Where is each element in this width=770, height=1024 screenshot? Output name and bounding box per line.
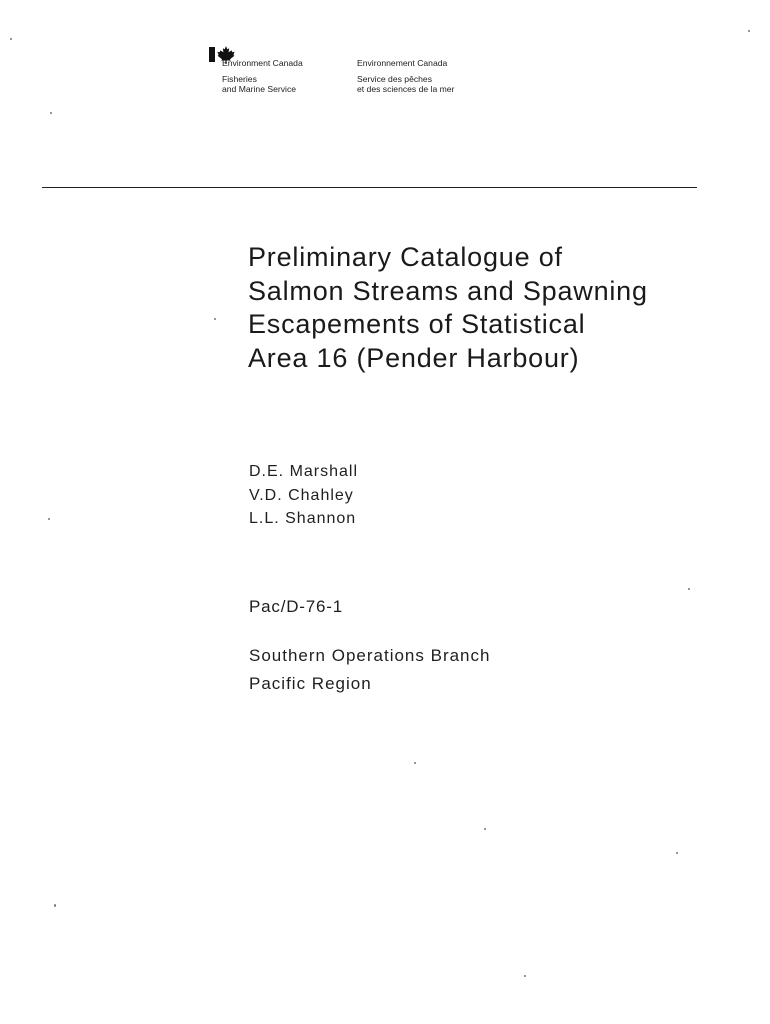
author-2: V.D. Chahley <box>249 486 354 504</box>
horizontal-divider <box>42 187 697 188</box>
scan-speck <box>48 518 50 520</box>
english-service-line-2: and Marine Service <box>222 84 297 94</box>
french-department-name: Environnement Canada <box>357 58 448 68</box>
scan-speck <box>10 38 12 40</box>
title-line-4: Area 16 (Pender Harbour) <box>248 342 580 373</box>
french-service-line-2: et des sciences de la mer <box>357 84 455 94</box>
title-line-1: Preliminary Catalogue of <box>248 242 563 272</box>
english-service-line-1: Fisheries <box>222 74 257 84</box>
report-title <box>248 241 648 375</box>
branch-block <box>249 642 490 698</box>
author-3: L.L. Shannon <box>249 510 357 527</box>
region-name: Pacific Region <box>249 674 372 693</box>
scan-speck <box>54 904 56 907</box>
branch-name: Southern Operations Branch <box>249 646 491 665</box>
author-1: D.E. Marshall <box>249 463 359 480</box>
scan-speck <box>50 112 52 114</box>
scan-speck <box>484 828 486 830</box>
scan-speck <box>414 762 416 764</box>
scan-speck <box>748 30 750 32</box>
scan-speck <box>676 852 678 854</box>
title-line-2: Salmon Streams and Spawning <box>248 275 648 306</box>
english-department-block <box>222 58 303 94</box>
title-line-3: Escapements of Statistical <box>248 309 586 339</box>
author-list <box>249 460 358 531</box>
report-number: Pac/D-76-1 <box>249 597 343 616</box>
french-department-block <box>357 58 454 94</box>
scan-speck <box>214 318 216 320</box>
english-department-name: Environment Canada <box>222 58 303 68</box>
french-service-line-1: Service des pêches <box>357 74 432 84</box>
scan-speck <box>688 588 690 590</box>
scan-speck <box>524 975 526 977</box>
